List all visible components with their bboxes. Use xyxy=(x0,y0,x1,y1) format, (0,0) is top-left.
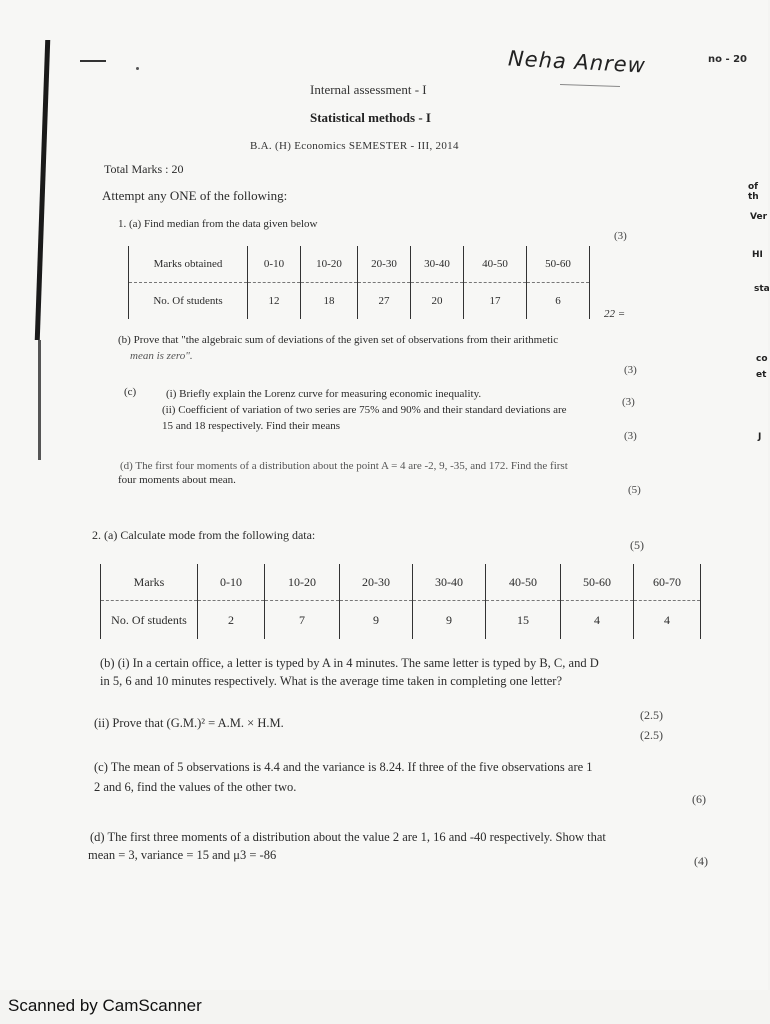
binding-edge-mark xyxy=(35,40,50,340)
margin-dot xyxy=(136,67,139,70)
handwritten-note: 22 = xyxy=(604,308,626,320)
table-row-label: No. Of students xyxy=(129,283,248,320)
instructions: Attempt any ONE of the following: xyxy=(102,188,288,203)
table-cell: 40-50 xyxy=(464,246,527,283)
table-cell: 4 xyxy=(634,601,701,640)
q2d-marks: (4) xyxy=(694,854,708,868)
q1b-marks: (3) xyxy=(624,364,637,376)
q1d-text: (d) The first four moments of a distribution about the point A = 4 are -2, 9, -35, and 172. Find the first xyxy=(120,460,568,472)
table-cell: 9 xyxy=(340,601,413,640)
table-cell: 2 xyxy=(198,601,265,640)
q1a-marks: (3) xyxy=(614,230,627,242)
table-cell: 50-60 xyxy=(527,246,590,283)
table-cell: 6 xyxy=(527,283,590,320)
q1d-marks: (5) xyxy=(628,484,641,496)
table-cell: 20-30 xyxy=(358,246,411,283)
signature-underline xyxy=(560,84,620,87)
handwritten-signature: Neha Anrew xyxy=(507,46,647,78)
table-cell: 10-20 xyxy=(265,564,340,601)
table-cell: 12 xyxy=(248,283,301,320)
q2b-i-text-cont: in 5, 6 and 10 minutes respectively. What is the average time taken in completing one letter? xyxy=(100,674,563,688)
table-row-label: No. Of students xyxy=(101,601,198,640)
q2d-text-cont: mean = 3, variance = 15 and μ3 = -86 xyxy=(88,848,277,862)
q1b-text-cont: mean is zero". xyxy=(130,350,193,362)
q2a-marks: (5) xyxy=(630,538,644,552)
table-cell: 40-50 xyxy=(486,564,561,601)
table-cell: 10-20 xyxy=(301,246,358,283)
table-cell: 18 xyxy=(301,283,358,320)
q2b-ii-text: (ii) Prove that (G.M.)² = A.M. × H.M. xyxy=(94,716,284,730)
scanner-watermark: Scanned by CamScanner xyxy=(8,996,202,1015)
table-row-label: Marks xyxy=(101,564,198,601)
q2-data-table xyxy=(100,564,701,639)
right-edge-text: co xyxy=(756,354,768,364)
q1c-i-marks: (3) xyxy=(622,396,635,408)
right-edge-text: sta xyxy=(754,284,770,294)
table-cell: 0-10 xyxy=(248,246,301,283)
q1c-i-text: (i) Briefly explain the Lorenz curve for measuring economic inequality. xyxy=(166,388,482,400)
q1-data-table xyxy=(128,246,590,319)
table-row-label: Marks obtained xyxy=(129,246,248,283)
q2d-text: (d) The first three moments of a distribution about the value 2 are 1, 16 and -40 respectively. Show that xyxy=(90,830,606,844)
table-cell: 20-30 xyxy=(340,564,413,601)
q2c-text: (c) The mean of 5 observations is 4.4 and the variance is 8.24. If three of the five observations are 1 xyxy=(94,760,593,774)
binding-edge-mark-lower xyxy=(38,340,41,460)
table-cell: 30-40 xyxy=(411,246,464,283)
table-cell: 20 xyxy=(411,283,464,320)
table-cell: 30-40 xyxy=(413,564,486,601)
q2b-i-text: (b) (i) In a certain office, a letter is typed by A in 4 minutes. The same letter is typed by B, C, and D xyxy=(100,656,599,670)
total-marks: Total Marks : 20 xyxy=(104,162,184,176)
table-cell: 0-10 xyxy=(198,564,265,601)
right-edge-text: Ver xyxy=(750,212,768,222)
table-cell: 7 xyxy=(265,601,340,640)
q1c-ii-text-cont: 15 and 18 respectively. Find their means xyxy=(162,420,340,432)
q1c-ii-marks: (3) xyxy=(624,430,637,442)
right-edge-text: et xyxy=(756,370,767,380)
q1c-ii-text: (ii) Coefficient of variation of two series are 75% and 90% and their standard deviations are xyxy=(162,404,567,416)
right-edge-text: of th xyxy=(748,182,759,202)
table-cell: 15 xyxy=(486,601,561,640)
exam-title-line1: Internal assessment - I xyxy=(310,82,427,97)
table-cell: 17 xyxy=(464,283,527,320)
q2c-marks: (6) xyxy=(692,792,706,806)
exam-title-line2: Statistical methods - I xyxy=(310,110,431,125)
right-edge-text: J xyxy=(758,432,762,442)
table-cell: 60-70 xyxy=(634,564,701,601)
q2a-text: 2. (a) Calculate mode from the following data: xyxy=(92,528,316,542)
q2b-i-marks: (2.5) xyxy=(640,708,663,722)
exam-title-line3: B.A. (H) Economics SEMESTER - III, 2014 xyxy=(250,140,459,152)
q1c-label: (c) xyxy=(124,386,137,398)
q2b-ii-marks: (2.5) xyxy=(640,728,663,742)
table-cell: 9 xyxy=(413,601,486,640)
table-cell: 27 xyxy=(358,283,411,320)
q1b-text: (b) Prove that "the algebraic sum of deviations of the given set of observations from their arithmetic xyxy=(118,334,559,346)
q1a-text: 1. (a) Find median from the data given below xyxy=(118,218,318,230)
top-right-code: no - 20 xyxy=(708,54,748,65)
margin-dash xyxy=(80,60,106,62)
table-cell: 4 xyxy=(561,601,634,640)
q1d-text-cont: four moments about mean. xyxy=(118,474,236,486)
right-edge-text: HI xyxy=(752,250,763,260)
table-cell: 50-60 xyxy=(561,564,634,601)
q2c-text-cont: 2 and 6, find the values of the other two. xyxy=(94,780,297,794)
